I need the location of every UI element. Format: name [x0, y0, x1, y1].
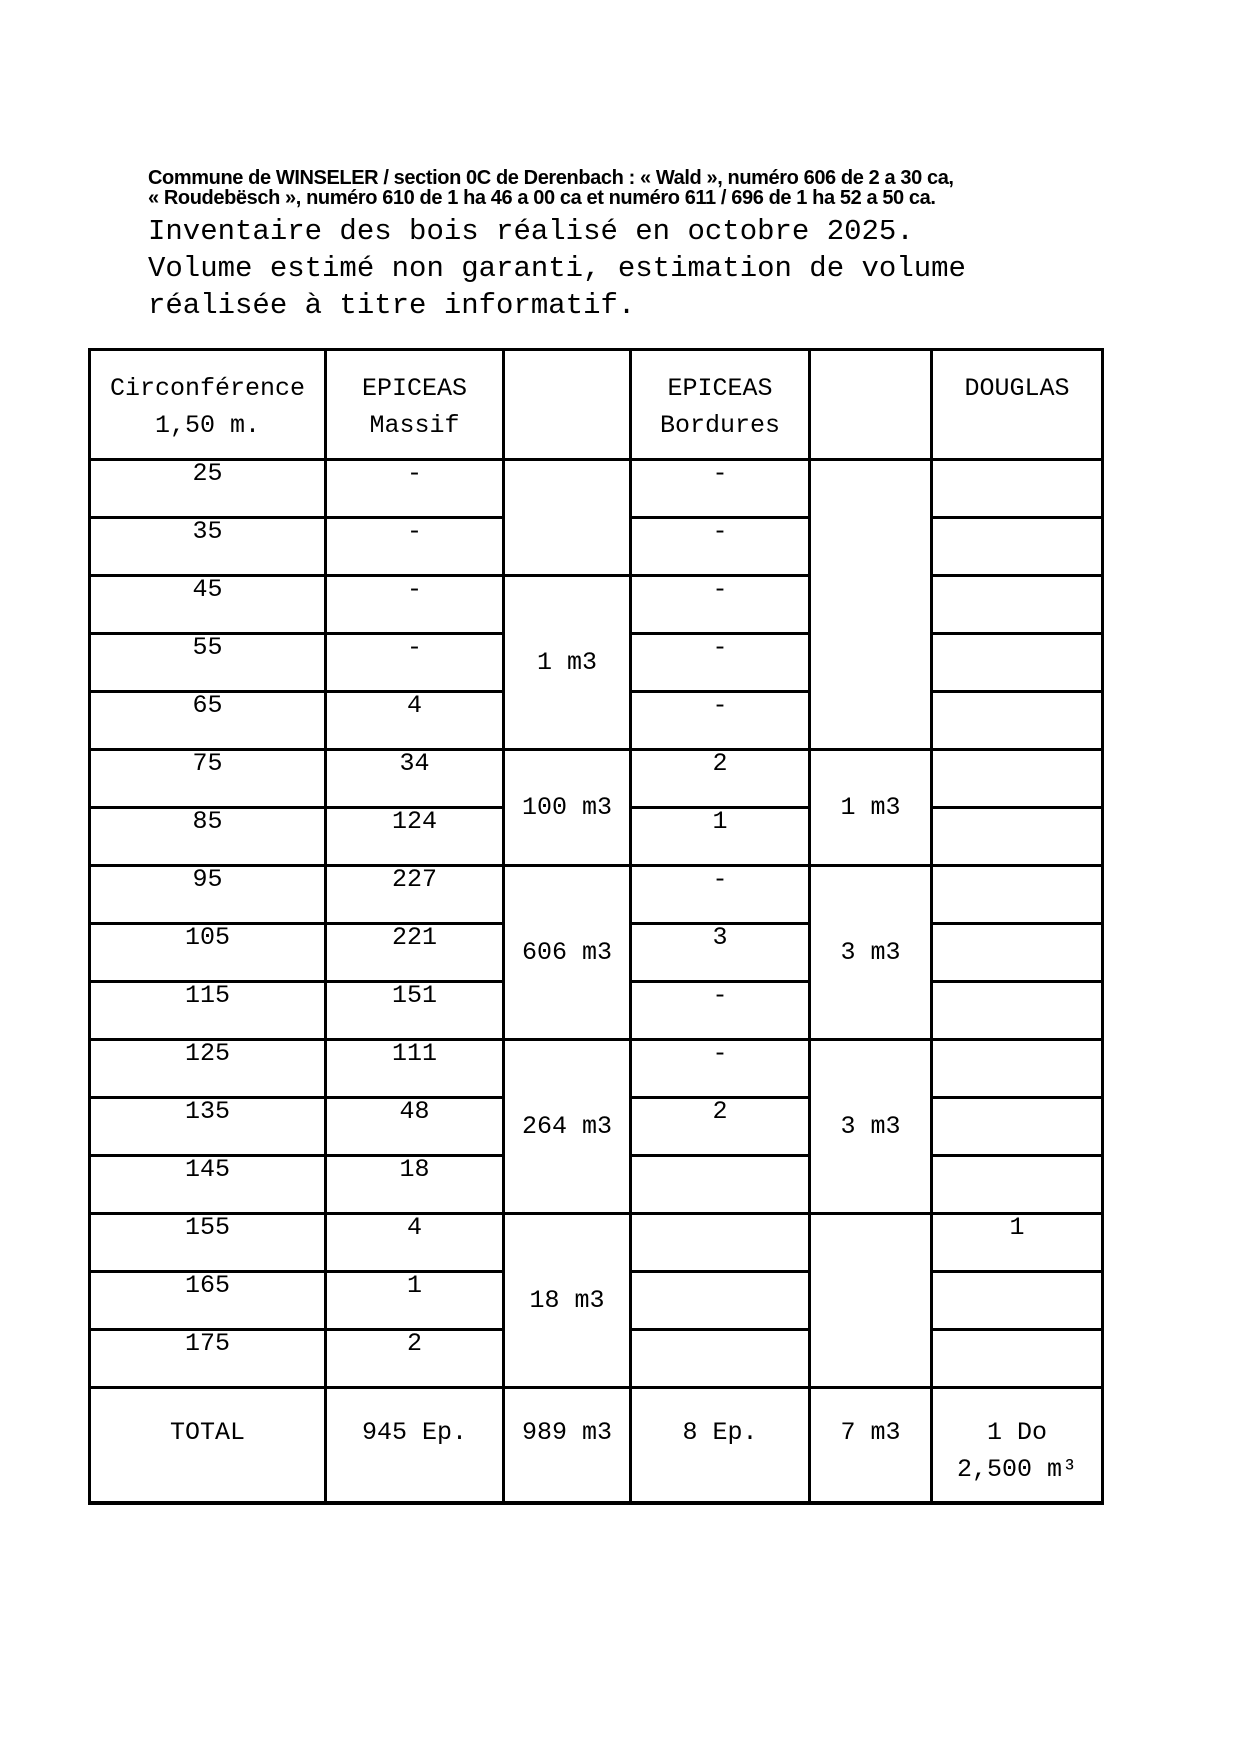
- header-circumference: Circonférence 1,50 m.: [90, 350, 326, 460]
- massif-count-cell: 2: [326, 1330, 504, 1388]
- bordures-count-cell: 2: [631, 750, 810, 808]
- massif-volume-cell: 18 m3: [504, 1214, 631, 1388]
- total-bordures-cell: 8 Ep.: [631, 1388, 810, 1503]
- douglas-count-cell: [932, 1272, 1103, 1330]
- table-total-row: [90, 1388, 1103, 1503]
- circumference-cell: 165: [90, 1272, 326, 1330]
- bordures-count-cell: [631, 1214, 810, 1272]
- bordures-volume-cell: 3 m3: [810, 866, 932, 1040]
- douglas-count-cell: [932, 518, 1103, 576]
- bordures-volume-cell: 1 m3: [810, 750, 932, 866]
- massif-count-cell: -: [326, 576, 504, 634]
- massif-count-cell: -: [326, 634, 504, 692]
- circumference-cell: 65: [90, 692, 326, 750]
- bordures-count-cell: [631, 1156, 810, 1214]
- douglas-count-cell: [932, 460, 1103, 518]
- bordures-count-cell: -: [631, 460, 810, 518]
- inventory-table: [88, 348, 1104, 1505]
- massif-count-cell: 227: [326, 866, 504, 924]
- douglas-count-cell: [932, 924, 1103, 982]
- douglas-count-cell: [932, 808, 1103, 866]
- inventory-note-line2: Volume estimé non garanti, estimation de volume: [148, 252, 966, 285]
- table-row: [90, 576, 1103, 634]
- bordures-count-cell: -: [631, 866, 810, 924]
- table-row: [90, 1214, 1103, 1272]
- inventory-note-line1: Inventaire des bois réalisé en octobre 2025.: [148, 215, 914, 248]
- massif-count-cell: -: [326, 518, 504, 576]
- circumference-cell: 145: [90, 1156, 326, 1214]
- bordures-count-cell: -: [631, 518, 810, 576]
- massif-volume-cell: 1 m3: [504, 576, 631, 750]
- header-epiceas-bordures: EPICEAS Bordures: [631, 350, 810, 460]
- table-header-row: [90, 350, 1103, 460]
- property-description-line2: « Roudebësch », numéro 610 de 1 ha 46 a 00 ca et numéro 611 / 696 de 1 ha 52 a 50 ca.: [148, 186, 936, 209]
- bordures-volume-cell: [810, 1214, 932, 1388]
- douglas-count-cell: [932, 576, 1103, 634]
- massif-count-cell: 1: [326, 1272, 504, 1330]
- douglas-count-cell: 1: [932, 1214, 1103, 1272]
- total-bordures-volume-cell: 7 m3: [810, 1388, 932, 1503]
- massif-count-cell: 34: [326, 750, 504, 808]
- douglas-count-cell: [932, 1156, 1103, 1214]
- bordures-count-cell: -: [631, 692, 810, 750]
- massif-volume-cell: 606 m3: [504, 866, 631, 1040]
- bordures-count-cell: 3: [631, 924, 810, 982]
- massif-volume-cell: 264 m3: [504, 1040, 631, 1214]
- massif-volume-cell: 100 m3: [504, 750, 631, 866]
- bordures-count-cell: [631, 1272, 810, 1330]
- circumference-cell: 175: [90, 1330, 326, 1388]
- total-douglas-volume: 2,500 m³: [956, 1455, 1078, 1484]
- massif-count-cell: 18: [326, 1156, 504, 1214]
- massif-count-cell: 4: [326, 692, 504, 750]
- table-row: [90, 1040, 1103, 1098]
- massif-count-cell: 4: [326, 1214, 504, 1272]
- massif-volume-cell: [504, 460, 631, 576]
- total-label-cell: TOTAL: [90, 1388, 326, 1503]
- massif-count-cell: 221: [326, 924, 504, 982]
- douglas-count-cell: [932, 1330, 1103, 1388]
- douglas-count-cell: [932, 750, 1103, 808]
- header-massif-volume: [504, 350, 631, 460]
- bordures-count-cell: -: [631, 576, 810, 634]
- total-douglas-count: 1 Do: [986, 1418, 1047, 1447]
- circumference-cell: 45: [90, 576, 326, 634]
- douglas-count-cell: [932, 866, 1103, 924]
- total-massif-cell: 945 Ep.: [326, 1388, 504, 1503]
- property-description-line1: Commune de WINSELER / section 0C de Derenbach : « Wald », numéro 606 de 2 a 30 ca,: [148, 167, 954, 189]
- douglas-count-cell: [932, 634, 1103, 692]
- bordures-count-cell: 2: [631, 1098, 810, 1156]
- circumference-cell: 25: [90, 460, 326, 518]
- massif-count-cell: 151: [326, 982, 504, 1040]
- circumference-cell: 115: [90, 982, 326, 1040]
- inventory-note-line3: réalisée à titre informatif.: [148, 289, 636, 322]
- circumference-cell: 105: [90, 924, 326, 982]
- douglas-count-cell: [932, 1040, 1103, 1098]
- header-epiceas-massif: EPICEAS Massif: [326, 350, 504, 460]
- bordures-volume-cell: 3 m3: [810, 1040, 932, 1214]
- inventory-note: [148, 213, 966, 324]
- total-douglas-cell: [932, 1388, 1103, 1503]
- circumference-cell: 155: [90, 1214, 326, 1272]
- douglas-count-cell: [932, 982, 1103, 1040]
- massif-count-cell: 111: [326, 1040, 504, 1098]
- table-row: [90, 866, 1103, 924]
- header-bordures-volume: [810, 350, 932, 460]
- circumference-cell: 35: [90, 518, 326, 576]
- circumference-cell: 55: [90, 634, 326, 692]
- massif-count-cell: 124: [326, 808, 504, 866]
- bordures-count-cell: -: [631, 1040, 810, 1098]
- bordures-count-cell: -: [631, 982, 810, 1040]
- bordures-count-cell: 1: [631, 808, 810, 866]
- property-description: [148, 169, 954, 208]
- massif-count-cell: 48: [326, 1098, 504, 1156]
- circumference-cell: 135: [90, 1098, 326, 1156]
- bordures-count-cell: [631, 1330, 810, 1388]
- header-douglas: DOUGLAS: [932, 350, 1103, 460]
- massif-count-cell: -: [326, 460, 504, 518]
- circumference-cell: 85: [90, 808, 326, 866]
- circumference-cell: 125: [90, 1040, 326, 1098]
- circumference-cell: 95: [90, 866, 326, 924]
- table-row: [90, 750, 1103, 808]
- douglas-count-cell: [932, 692, 1103, 750]
- bordures-volume-cell: [810, 460, 932, 750]
- bordures-count-cell: -: [631, 634, 810, 692]
- total-massif-volume-cell: 989 m3: [504, 1388, 631, 1503]
- douglas-count-cell: [932, 1098, 1103, 1156]
- table-row: [90, 460, 1103, 518]
- circumference-cell: 75: [90, 750, 326, 808]
